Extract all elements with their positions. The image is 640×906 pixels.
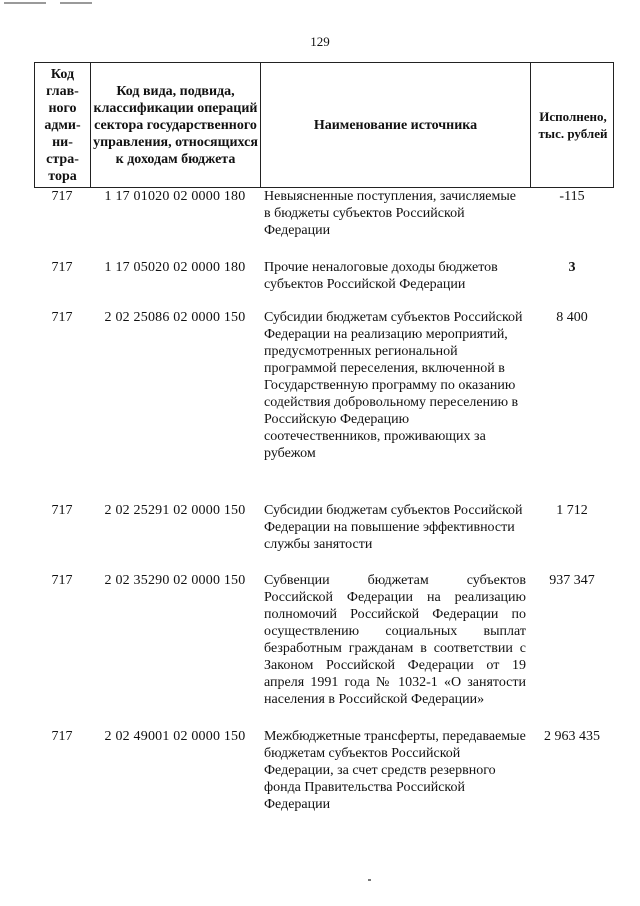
scan-artifact [4,2,46,4]
table-row [34,572,614,708]
table-row [34,259,614,293]
table-row [34,309,614,462]
table-row [34,188,614,239]
cell-name: Субсидии бюджетам субъектов Российской Федерации на реализацию мероприятий, предусмотренных региональной программой переселения, включенной в Государственную программу по оказанию содействия добровольному переселению в Российскую Федерацию соотечественников, проживающих за рубежом [264,310,523,461]
cell-name: Прочие неналоговые доходы бюджетов субъектов Российской Федерации [264,260,498,292]
cell-code: 2 02 49001 02 0000 150 [104,729,246,744]
cell-code: 2 02 35290 02 0000 150 [104,573,246,588]
cell-code: 1 17 01020 02 0000 180 [104,189,246,204]
cell-admin: 717 [51,573,73,588]
table-header [34,62,614,188]
cell-amount: 3 [568,260,576,275]
header-admin-code: Код глав-ного адми-ни-стра-тора [35,63,91,187]
cell-amount: 8 400 [556,310,588,325]
cell-admin: 717 [51,503,73,518]
cell-amount: 1 712 [556,503,588,518]
cell-admin: 717 [51,260,73,275]
cell-amount: -115 [559,189,585,204]
table-row [34,502,614,553]
cell-admin: 717 [51,310,73,325]
page-number: 129 [310,34,330,49]
revenue-table [34,62,614,812]
cell-admin: 717 [51,189,73,204]
table-row [34,728,614,813]
cell-code: 1 17 05020 02 0000 180 [104,260,246,275]
header-classification-code: Код вида, подвида, классификации операций сектора государственного управления, относящихся к доходам бюджета [91,63,261,187]
scan-artifact [60,2,92,4]
cell-code: 2 02 25291 02 0000 150 [104,503,246,518]
cell-name: Невыясненные поступления, зачисляемые в бюджеты субъектов Российской Федерации [264,189,516,238]
cell-amount: 937 347 [549,573,595,588]
scan-artifact [368,879,371,881]
cell-code: 2 02 25086 02 0000 150 [104,310,246,325]
cell-name: Субвенции бюджетам субъектов Российской Федерации на реализацию полномочий Российской Федерации по осуществлению социальных выплат безработным гражданам в соответствии с Законом Российской Федерации от 19 апреля 1991 года № 1032-1 «О занятости населения в Российской Федерации» [264,573,526,707]
header-source-name: Наименование источника [261,63,531,187]
cell-name: Субсидии бюджетам субъектов Российской Федерации на повышение эффективности службы занятости [264,503,523,552]
header-executed: Исполнено, тыс. рублей [538,109,608,141]
cell-amount: 2 963 435 [544,729,600,744]
cell-admin: 717 [51,729,73,744]
cell-name: Межбюджетные трансферты, передаваемые бюджетам субъектов Российской Федерации, за счет средств резервного фонда Правительства Российской Федерации [264,729,526,812]
